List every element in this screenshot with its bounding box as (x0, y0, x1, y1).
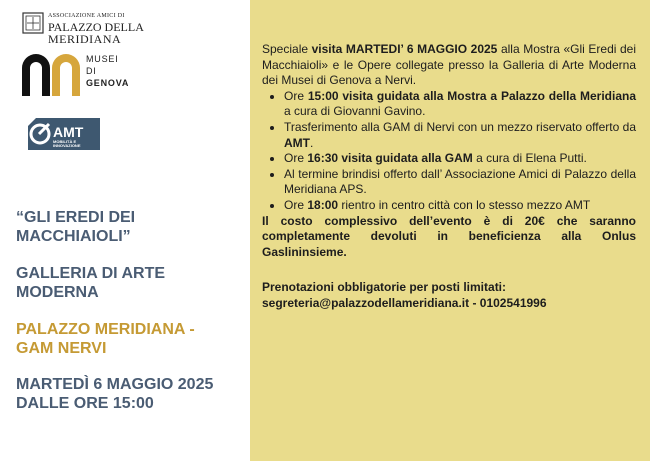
association-logo (22, 12, 162, 44)
list-item (284, 120, 636, 151)
list-item-bold: 15:00 visita guidata alla Mostra a Palazzo della Meridiana (307, 88, 636, 103)
list-item (284, 167, 636, 198)
event-location-line2: GAM NERVI (16, 340, 107, 357)
list-item-pre: Ore (284, 88, 308, 103)
event-title (16, 208, 246, 246)
list-item-post: rientro in centro città con lo stesso mezzo AMT (338, 197, 591, 212)
event-location (16, 320, 246, 358)
amt-logo-name: AMT (53, 124, 84, 140)
amt-logo-tagline1: MOBILITÀ E (53, 139, 77, 144)
list-item-post: . (310, 135, 314, 150)
list-item-post: a cura di Elena Putti. (472, 151, 587, 166)
association-logo-line2: PALAZZO DELLA (48, 20, 144, 34)
musei-m-icon (22, 50, 80, 96)
booking-contact: segreteria@palazzodellameridiana.it - 0102541996 (262, 295, 547, 310)
event-location-line1: PALAZZO MERIDIANA - (16, 321, 195, 338)
intro-post: alla Mostra «Gli Eredi dei Macchiaioli» e le Opere collegate presso la Galleria di Arte Moderna dei Musei di Genova a Nervi. (262, 42, 636, 88)
booking-info (262, 280, 636, 311)
list-item-pre: Ore (284, 151, 308, 166)
event-title-line2: MACCHIAIOLI” (16, 228, 131, 245)
list-item-pre: Al termine brindisi offerto dall’ Associazione Amici di Palazzo della Meridiana APS. (284, 166, 636, 197)
list-item (284, 198, 636, 214)
intro-bold: visita MARTEDI’ 6 MAGGIO 2025 (311, 42, 498, 56)
list-item-bold: AMT (284, 135, 310, 150)
palazzo-seal-icon (22, 12, 44, 34)
association-logo-line3: MERIDIANA (48, 32, 122, 46)
event-date-line2: DALLE ORE 15:00 (16, 395, 154, 412)
event-venue-line1: GALLERIA DI ARTE (16, 265, 166, 282)
schedule-list (262, 89, 636, 214)
list-item-pre: Ore (284, 197, 308, 212)
event-details (262, 42, 636, 312)
event-date (16, 375, 246, 413)
amt-logo (26, 116, 102, 152)
association-logo-line1: ASSOCIAZIONE AMICI DI (48, 13, 125, 19)
event-date-line1: MARTEDÌ 6 MAGGIO 2025 (16, 376, 214, 393)
event-venue (16, 264, 246, 302)
cost-paragraph: Il costo complessivo dell’evento è di 20€ che saranno completamente devoluti in beneficienza alla Onlus Gaslininsieme. (262, 213, 636, 259)
amt-logo-tagline2: INNOVAZIONE (53, 143, 81, 148)
left-panel (0, 0, 250, 461)
list-item-bold: 18:00 (307, 197, 339, 212)
intro-pre: Speciale (262, 42, 312, 56)
musei-logo-line3: GENOVA (86, 78, 130, 88)
musei-logo-line1: MUSEI (86, 54, 119, 64)
list-item (284, 89, 636, 120)
musei-logo-line2: DI (86, 66, 97, 76)
intro-paragraph (262, 42, 636, 89)
list-item-post: a cura di Giovanni Gavino. (284, 104, 426, 119)
booking-line1: Prenotazioni obbligatorie per posti limitati: (262, 280, 507, 295)
list-item-pre: Trasferimento alla GAM di Nervi con un mezzo riservato offerto da (284, 119, 636, 134)
musei-genova-logo (22, 50, 152, 100)
event-title-line1: “GLI EREDI DEI (16, 209, 136, 226)
list-item (284, 151, 636, 167)
list-item-bold: 16:30 visita guidata alla GAM (307, 151, 473, 166)
event-venue-line2: MODERNA (16, 284, 99, 301)
